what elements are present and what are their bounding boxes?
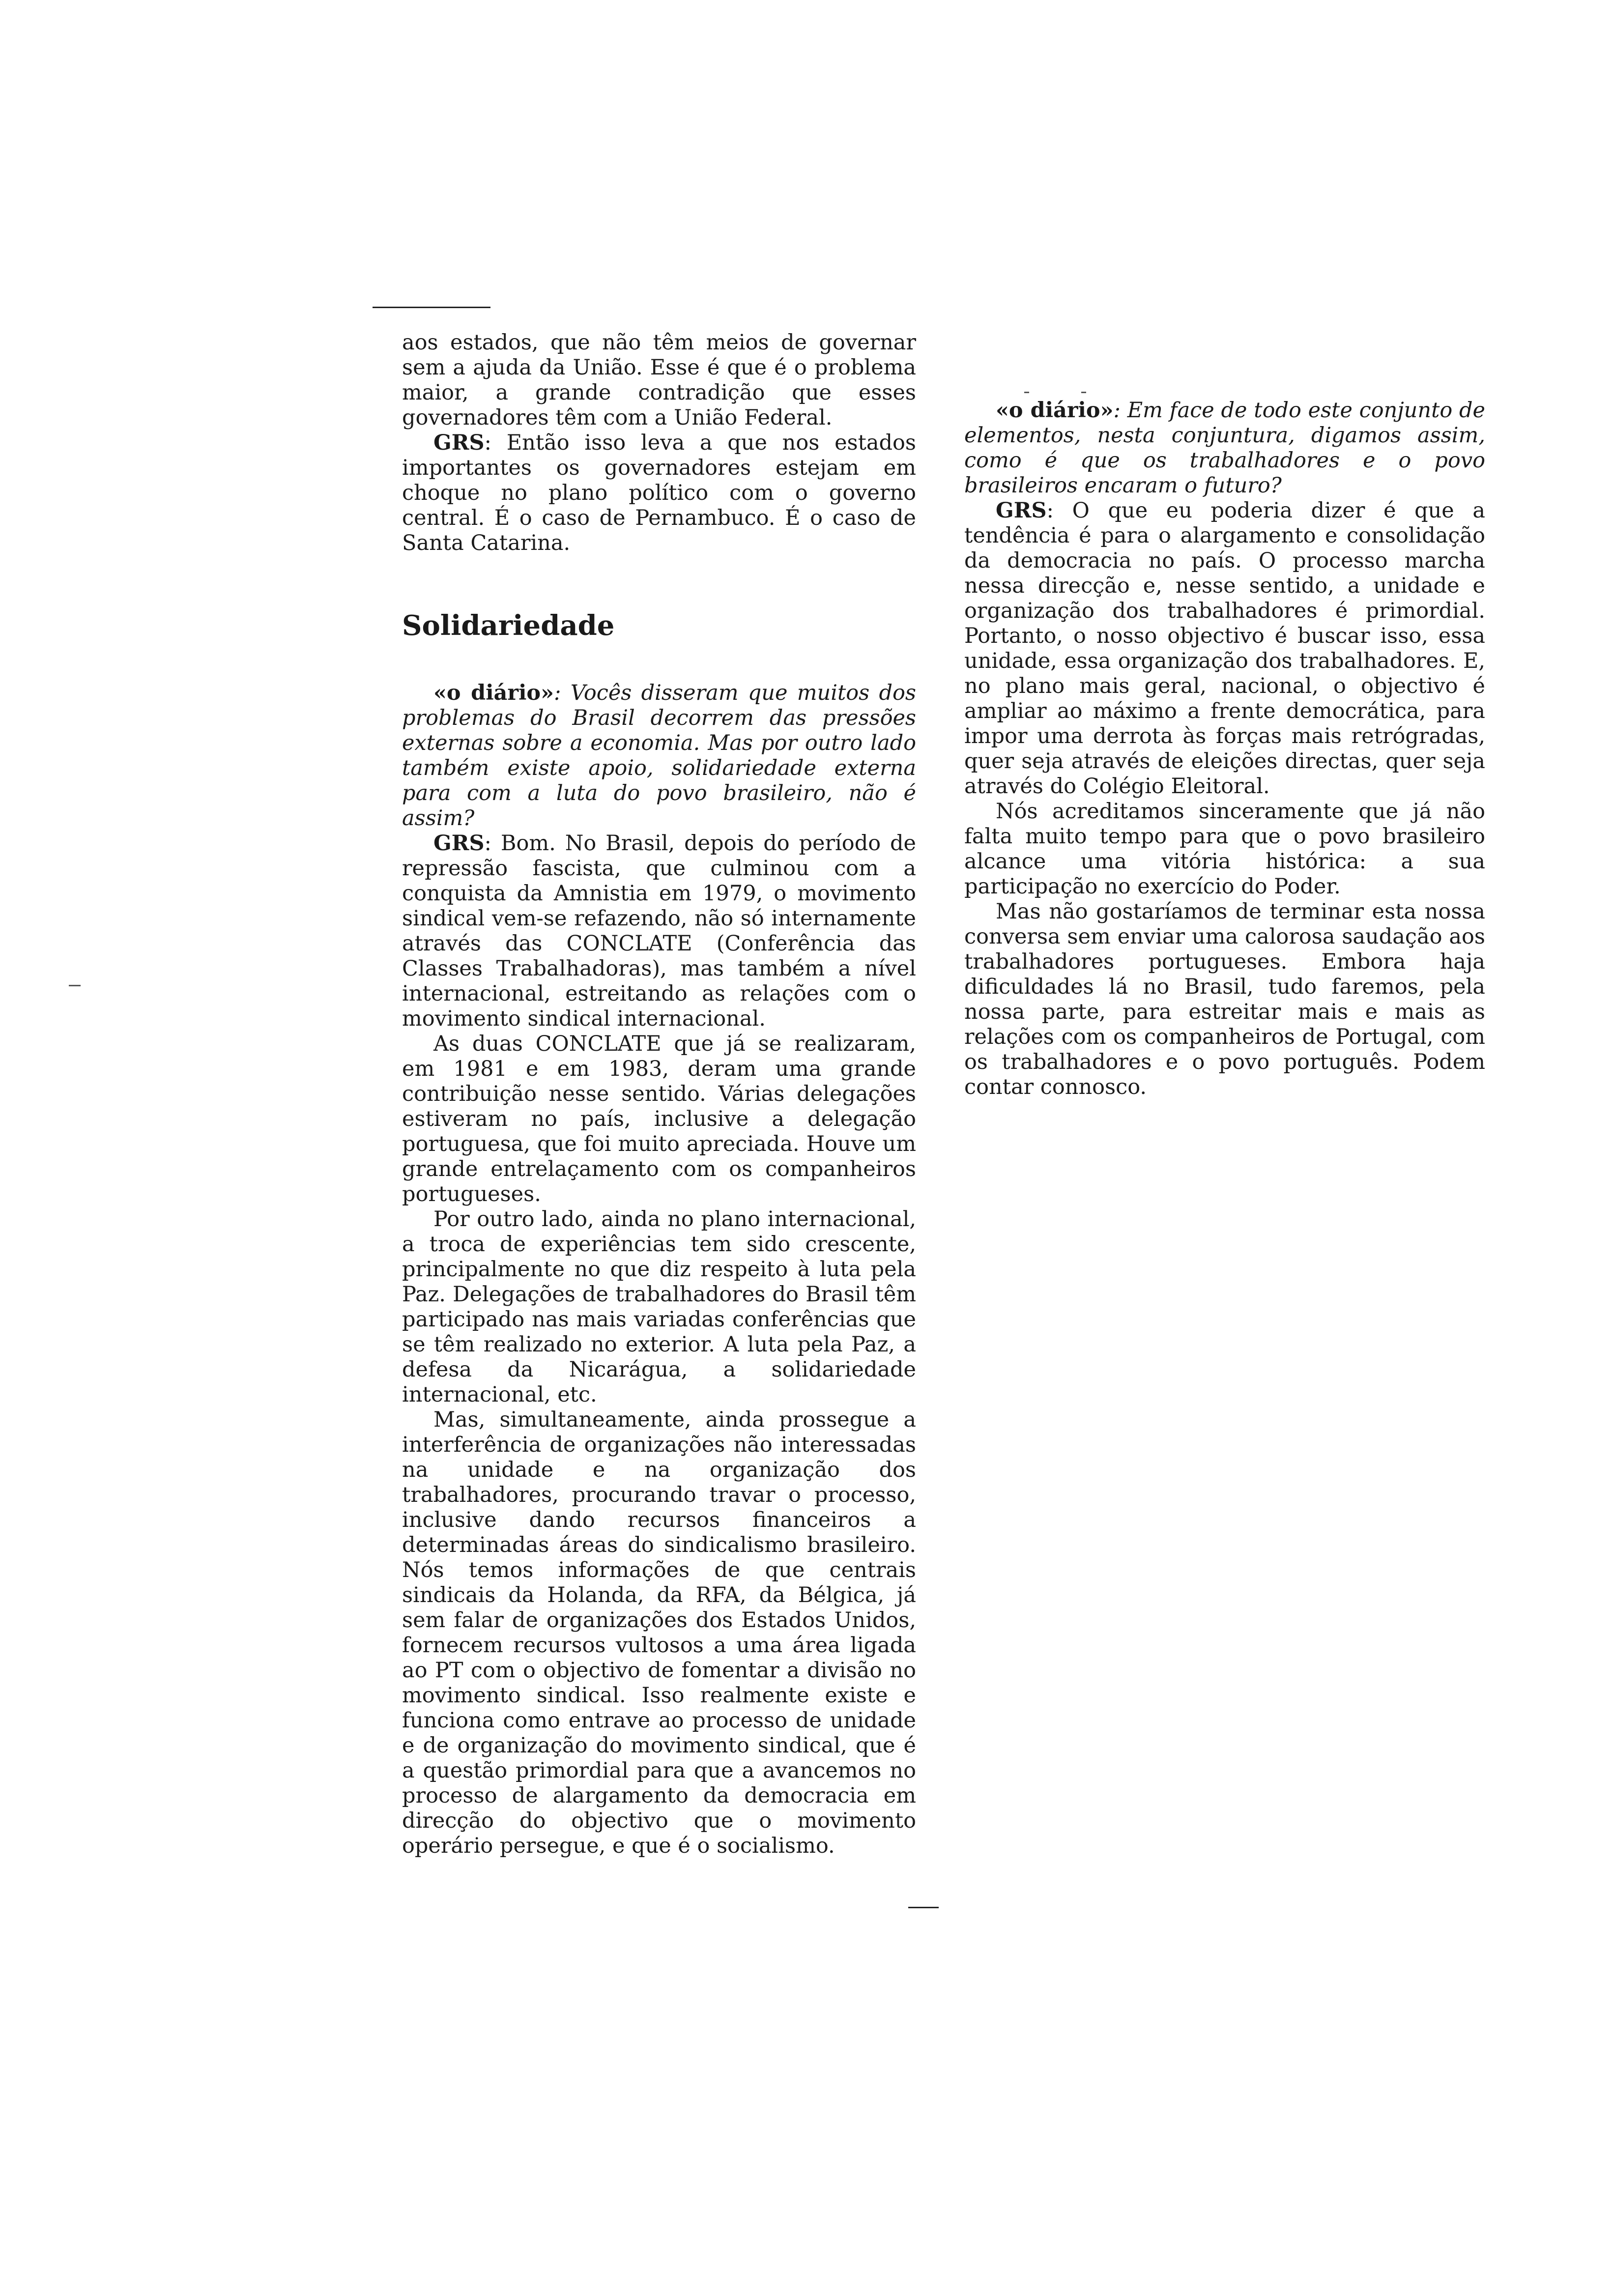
speaker-label: GRS	[433, 430, 485, 455]
question-paragraph	[402, 681, 916, 831]
answer-text: : Bom. No Brasil, depois do período de repressão fascista, que culminou com a conquista da Amnistia em 1979, o movimento sindical vem-se refazendo, não só internamente através das CONCLATE (Conferência das Classes Trabalhadoras), mas também a nível internacional, estreitando as relações com o movimento sindical internacional.	[402, 831, 916, 1031]
speaker-label: «o diário»	[996, 398, 1114, 423]
answer-paragraph	[402, 831, 916, 1032]
end-rule	[908, 1907, 939, 1908]
answer-paragraph	[964, 498, 1485, 799]
speaker-label: GRS	[996, 498, 1047, 523]
continuation-paragraph: aos estados, que não têm meios de governar sem a ajuda da União. Esse é que é o problema maior, a grande contradição que esses governadores têm com a União Federal.	[402, 330, 916, 430]
scan-mark	[69, 985, 81, 986]
question-text: : Em face de todo este conjunto de elementos, nesta conjuntura, digamos assim, como é que os trabalhadores e o povo brasileiros encaram o futuro?	[964, 398, 1485, 498]
body-paragraph: Por outro lado, ainda no plano internacional, a troca de experiências tem sido crescente, principalmente no que diz respeito à luta pela Paz. Delegações de trabalhadores do Brasil têm participado nas mais variadas conferências que se têm realizado no exterior. A luta pela Paz, a defesa da Nicarágua, a solidariedade internacional, etc.	[402, 1207, 916, 1407]
scan-mark	[1081, 392, 1086, 393]
top-rule	[373, 307, 490, 308]
left-column	[402, 330, 916, 1859]
scan-mark	[1024, 392, 1029, 393]
body-paragraph: As duas CONCLATE que já se realizaram, em 1981 e em 1983, deram uma grande contribuição nesse sentido. Várias delegações estiveram no país, inclusive a delegação portuguesa, que foi muito apreciada. Houve um grande entrelaçamento com os companheiros portugueses.	[402, 1032, 916, 1206]
body-paragraph: Mas não gostaríamos de terminar esta nossa conversa sem enviar uma calorosa saudação aos trabalhadores portugueses. Embora haja dificuldades lá no Brasil, tudo faremos, pela nossa parte, para estreitar mais e mais as relações com os companheiros de Portugal, com os trabalhadores e o povo português. Podem contar connosco.	[964, 899, 1485, 1099]
question-text: : Vocês disseram que muitos dos problemas do Brasil decorrem das pressões externas sobre a economia. Mas por outro lado também existe apoio, solidariedade externa para com a luta do povo brasileiro, não é assim?	[402, 681, 916, 831]
section-heading: Solidariedade	[402, 609, 615, 642]
body-paragraph: Mas, simultaneamente, ainda prossegue a interferência de organizações não interessadas na unidade e na organização dos trabalhadores, procurando travar o processo, inclusive dando recursos financeiros a determinadas áreas do sindicalismo brasileiro. Nós temos informações de que centrais sindicais da Holanda, da RFA, da Bélgica, já sem falar de organizações dos Estados Unidos, fornecem recursos vultosos a uma área ligada ao PT com o objectivo de fomentar a divisão no movimento sindical. Isso realmente existe e funciona como entrave ao processo de unidade e de organização do movimento sindical, que é a questão primordial para que a avancemos no processo de alargamento da democracia em direcção do objectivo que o movimento operário persegue, e que é o socialismo.	[402, 1407, 916, 1858]
answer-text: : Então isso leva a que nos estados importantes os governadores estejam em choque no plano político com o governo central. É o caso de Pernambuco. É o caso de Santa Catarina.	[402, 430, 916, 555]
speaker-label: «o diário»	[433, 681, 554, 705]
right-column	[964, 398, 1485, 1100]
body-paragraph: Nós acreditamos sinceramente que já não falta muito tempo para que o povo brasileiro alcance uma vitória histórica: a sua participação no exercício do Poder.	[964, 799, 1485, 899]
answer-text: : O que eu poderia dizer é que a tendência é para o alargamento e consolidação da democracia no país. O processo marcha nessa direcção e, nesse sentido, a unidade e organização dos trabalhadores é primordial. Portanto, o nosso objectivo é buscar isso, essa unidade, essa organização dos trabalhadores. E, no plano mais geral, nacional, o objectivo é ampliar ao máximo a frente democrática, para impor uma derrota às forças mais retrógradas, quer seja através de eleições directas, quer seja através do Colégio Eleitoral.	[964, 498, 1485, 799]
question-paragraph	[964, 398, 1485, 498]
speaker-label: GRS	[433, 831, 485, 856]
answer-paragraph	[402, 430, 916, 556]
